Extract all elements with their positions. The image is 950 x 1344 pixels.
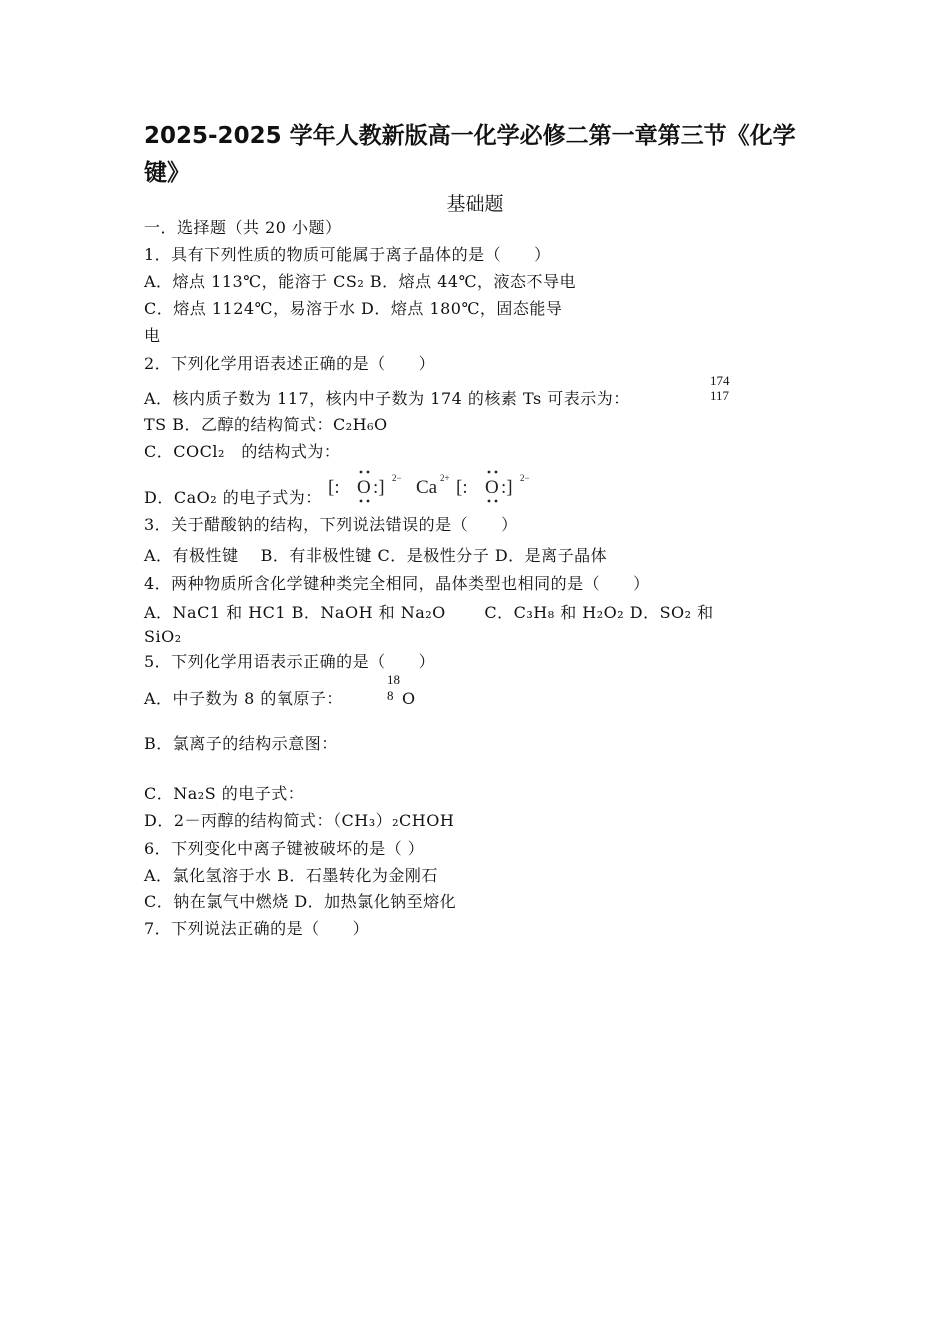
question-5-option-a: A．中子数为 8 的氧原子： — [144, 689, 343, 708]
question-2-option-a-cont: TS B．乙醇的结构简式：C₂H₆O — [144, 415, 388, 434]
right-bracket-2: :] — [501, 477, 513, 498]
section-heading: 一．选择题（共 20 小题） — [144, 218, 342, 237]
nuclide-atomic-number: 117 — [710, 388, 730, 403]
question-5-option-d: D．2－丙醇的结构简式：（CH₃）₂CHOH — [144, 811, 455, 830]
left-bracket-2: [: — [456, 477, 468, 498]
question-1-options-ab: A．熔点 113℃，能溶于 CS₂ B．熔点 44℃，液态不导电 — [144, 272, 576, 291]
question-3-stem: 3．关于醋酸钠的结构，下列说法错误的是（ ） — [144, 515, 518, 534]
question-5-option-b: B．氯离子的结构示意图： — [144, 734, 338, 753]
charge-negative-2: 2− — [520, 473, 530, 483]
question-6-options-cd: C．钠在氯气中燃烧 D．加热氯化钠至熔化 — [144, 892, 457, 911]
question-2-option-a: A．核内质子数为 117，核内中子数为 174 的核素 Ts 可表示为： — [144, 389, 630, 408]
document-subtitle: 基础题 — [446, 193, 504, 215]
question-5-option-c: C．Na₂S 的电子式： — [144, 784, 305, 803]
cao2-electron-formula — [328, 468, 544, 504]
oxygen-symbol-2: O — [485, 477, 499, 498]
oxygen-mass-number: 18 — [387, 672, 400, 687]
question-6-stem: 6．下列变化中离子键被破坏的是（ ） — [144, 839, 425, 858]
question-4-options: A．NaC1 和 HC1 B．NaOH 和 Na₂O C．C₃H₈ 和 H₂O₂ D．SO₂ 和 — [144, 603, 714, 622]
oxygen-symbol-1: O — [357, 477, 371, 498]
question-2-option-d: D．CaO₂ 的电子式为： — [144, 488, 322, 507]
question-6-options-ab: A．氯化氢溶于水 B．石墨转化为金刚石 — [144, 866, 438, 885]
question-1-options-cd-wrap: 电 — [144, 326, 161, 345]
question-1-options-cd: C．熔点 1124℃，易溶于水 D．熔点 180℃，固态能导 — [144, 299, 563, 318]
question-2-option-c: C．COCl₂ 的结构式为： — [144, 442, 341, 461]
question-7-stem: 7．下列说法正确的是（ ） — [144, 919, 370, 938]
question-2-stem: 2．下列化学用语表述正确的是（ ） — [144, 354, 436, 373]
question-5-stem: 5．下列化学用语表示正确的是（ ） — [144, 652, 436, 671]
question-4-stem: 4．两种物质所含化学键种类完全相同，晶体类型也相同的是（ ） — [144, 574, 650, 593]
calcium-symbol: Ca — [416, 477, 438, 498]
question-3-options: A．有极性键 B．有非极性键 C．是极性分子 D．是离子晶体 — [144, 546, 608, 565]
right-bracket-1: :] — [373, 477, 385, 498]
document-title: 2025-2025 学年人教新版高一化学必修二第一章第三节《化学键》 — [144, 123, 796, 186]
charge-positive: 2+ — [440, 473, 450, 483]
oxygen-atomic-number: 8 — [387, 688, 394, 703]
left-bracket-1: [: — [328, 477, 340, 498]
nuclide-mass-number: 174 — [710, 373, 730, 388]
charge-negative-1: 2− — [392, 473, 402, 483]
question-1-stem: 1．具有下列性质的物质可能属于离子晶体的是（ ） — [144, 245, 551, 264]
question-4-options-wrap: SiO₂ — [144, 627, 182, 646]
oxygen-symbol: O — [402, 689, 416, 708]
